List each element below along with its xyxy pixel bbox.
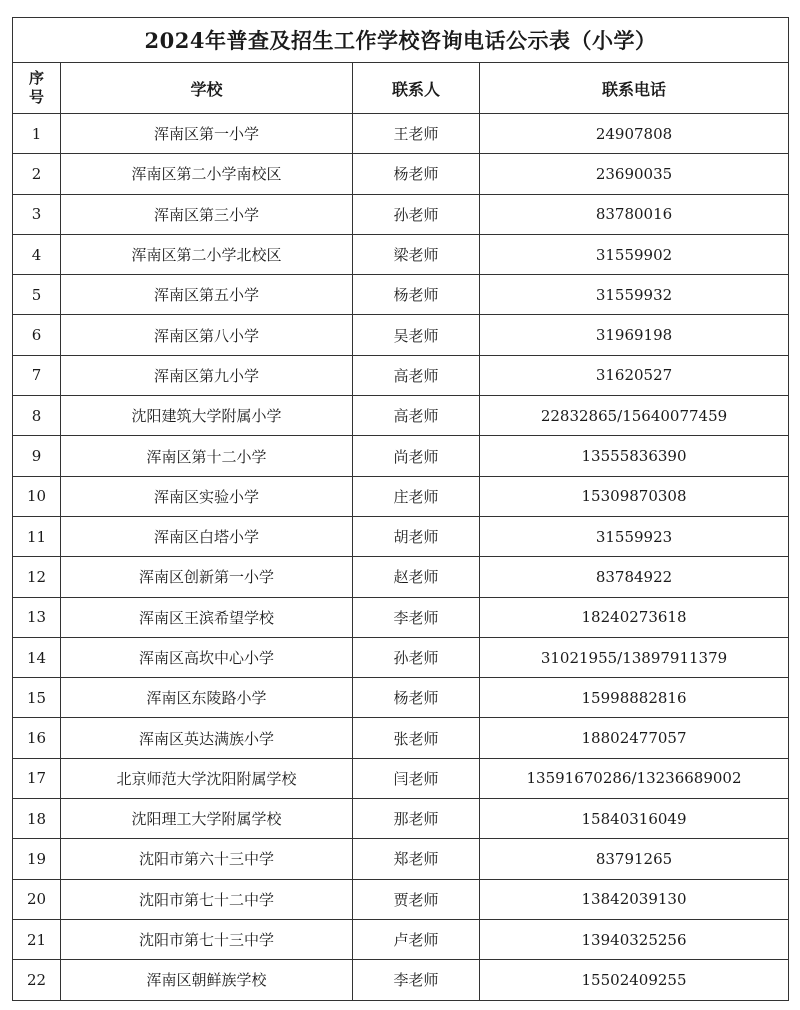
table-row <box>13 154 789 194</box>
cell-phone: 83784922 <box>480 557 789 597</box>
cell-school: 浑南区高坎中心小学 <box>61 637 353 677</box>
cell-seq: 4 <box>13 234 61 274</box>
cell-phone: 15998882816 <box>480 678 789 718</box>
cell-contact: 胡老师 <box>353 516 480 556</box>
cell-contact: 张老师 <box>353 718 480 758</box>
cell-phone: 31559923 <box>480 516 789 556</box>
school-phone-table <box>12 17 789 1001</box>
header-row <box>13 63 789 114</box>
cell-seq: 7 <box>13 355 61 395</box>
cell-contact: 李老师 <box>353 960 480 1000</box>
cell-phone: 13591670286/13236689002 <box>480 758 789 798</box>
cell-contact: 卢老师 <box>353 919 480 959</box>
cell-phone: 31021955/13897911379 <box>480 637 789 677</box>
cell-seq: 1 <box>13 114 61 154</box>
cell-school: 浑南区白塔小学 <box>61 516 353 556</box>
cell-contact: 贾老师 <box>353 879 480 919</box>
cell-seq: 16 <box>13 718 61 758</box>
cell-school: 浑南区第一小学 <box>61 114 353 154</box>
table-row <box>13 879 789 919</box>
header-seq-line2: 号 <box>28 88 44 106</box>
cell-phone: 31620527 <box>480 355 789 395</box>
cell-phone: 83791265 <box>480 839 789 879</box>
cell-phone: 31969198 <box>480 315 789 355</box>
cell-contact: 尚老师 <box>353 436 480 476</box>
cell-phone: 13555836390 <box>480 436 789 476</box>
cell-contact: 闫老师 <box>353 758 480 798</box>
table-row <box>13 919 789 959</box>
cell-seq: 22 <box>13 960 61 1000</box>
cell-phone: 22832865/15640077459 <box>480 396 789 436</box>
cell-school: 沈阳建筑大学附属小学 <box>61 396 353 436</box>
table-title: 2024年普查及招生工作学校咨询电话公示表（小学） <box>13 18 789 63</box>
cell-seq: 15 <box>13 678 61 718</box>
cell-phone: 15840316049 <box>480 799 789 839</box>
table-row <box>13 355 789 395</box>
cell-school: 浑南区第三小学 <box>61 194 353 234</box>
cell-school: 浑南区第八小学 <box>61 315 353 355</box>
cell-seq: 13 <box>13 597 61 637</box>
cell-school: 沈阳市第七十二中学 <box>61 879 353 919</box>
cell-contact: 梁老师 <box>353 234 480 274</box>
table-row <box>13 799 789 839</box>
cell-phone: 31559932 <box>480 275 789 315</box>
cell-school: 浑南区朝鲜族学校 <box>61 960 353 1000</box>
table-row <box>13 758 789 798</box>
cell-phone: 15502409255 <box>480 960 789 1000</box>
cell-seq: 3 <box>13 194 61 234</box>
table-row <box>13 960 789 1000</box>
cell-seq: 19 <box>13 839 61 879</box>
table-row <box>13 678 789 718</box>
cell-school: 浑南区第五小学 <box>61 275 353 315</box>
cell-contact: 王老师 <box>353 114 480 154</box>
cell-seq: 11 <box>13 516 61 556</box>
cell-school: 沈阳市第六十三中学 <box>61 839 353 879</box>
table-row <box>13 315 789 355</box>
cell-school: 浑南区实验小学 <box>61 476 353 516</box>
cell-phone: 23690035 <box>480 154 789 194</box>
cell-school: 浑南区东陵路小学 <box>61 678 353 718</box>
cell-contact: 杨老师 <box>353 275 480 315</box>
table-row <box>13 275 789 315</box>
header-contact: 联系人 <box>353 63 480 114</box>
table-body <box>13 114 789 1001</box>
cell-seq: 10 <box>13 476 61 516</box>
cell-school: 浑南区第二小学南校区 <box>61 154 353 194</box>
table-row <box>13 114 789 154</box>
header-school: 学校 <box>61 63 353 114</box>
cell-seq: 21 <box>13 919 61 959</box>
header-phone: 联系电话 <box>480 63 789 114</box>
cell-contact: 吴老师 <box>353 315 480 355</box>
cell-contact: 赵老师 <box>353 557 480 597</box>
cell-phone: 18240273618 <box>480 597 789 637</box>
cell-seq: 5 <box>13 275 61 315</box>
table-row <box>13 476 789 516</box>
cell-school: 浑南区创新第一小学 <box>61 557 353 597</box>
cell-seq: 14 <box>13 637 61 677</box>
cell-phone: 24907808 <box>480 114 789 154</box>
header-seq-line1: 序 <box>28 69 44 87</box>
cell-phone: 13940325256 <box>480 919 789 959</box>
cell-school: 沈阳理工大学附属学校 <box>61 799 353 839</box>
cell-contact: 杨老师 <box>353 154 480 194</box>
cell-phone: 13842039130 <box>480 879 789 919</box>
cell-contact: 孙老师 <box>353 194 480 234</box>
header-seq <box>13 63 61 114</box>
cell-seq: 12 <box>13 557 61 597</box>
table-row <box>13 194 789 234</box>
table-row <box>13 839 789 879</box>
cell-seq: 17 <box>13 758 61 798</box>
cell-contact: 高老师 <box>353 396 480 436</box>
table-row <box>13 718 789 758</box>
cell-school: 沈阳市第七十三中学 <box>61 919 353 959</box>
table-row <box>13 516 789 556</box>
cell-phone: 18802477057 <box>480 718 789 758</box>
cell-seq: 20 <box>13 879 61 919</box>
phone-directory-sheet <box>12 17 788 1001</box>
table-row <box>13 234 789 274</box>
cell-contact: 李老师 <box>353 597 480 637</box>
table-row <box>13 396 789 436</box>
cell-school: 北京师范大学沈阳附属学校 <box>61 758 353 798</box>
cell-contact: 杨老师 <box>353 678 480 718</box>
cell-seq: 2 <box>13 154 61 194</box>
cell-phone: 15309870308 <box>480 476 789 516</box>
cell-contact: 孙老师 <box>353 637 480 677</box>
cell-school: 浑南区王滨希望学校 <box>61 597 353 637</box>
cell-contact: 庄老师 <box>353 476 480 516</box>
table-row <box>13 637 789 677</box>
cell-school: 浑南区第十二小学 <box>61 436 353 476</box>
table-row <box>13 557 789 597</box>
cell-seq: 9 <box>13 436 61 476</box>
cell-school: 浑南区第二小学北校区 <box>61 234 353 274</box>
cell-school: 浑南区第九小学 <box>61 355 353 395</box>
cell-contact: 郑老师 <box>353 839 480 879</box>
cell-contact: 高老师 <box>353 355 480 395</box>
cell-seq: 18 <box>13 799 61 839</box>
cell-contact: 那老师 <box>353 799 480 839</box>
table-row <box>13 436 789 476</box>
cell-seq: 6 <box>13 315 61 355</box>
cell-phone: 83780016 <box>480 194 789 234</box>
cell-phone: 31559902 <box>480 234 789 274</box>
cell-seq: 8 <box>13 396 61 436</box>
cell-school: 浑南区英达满族小学 <box>61 718 353 758</box>
table-row <box>13 597 789 637</box>
